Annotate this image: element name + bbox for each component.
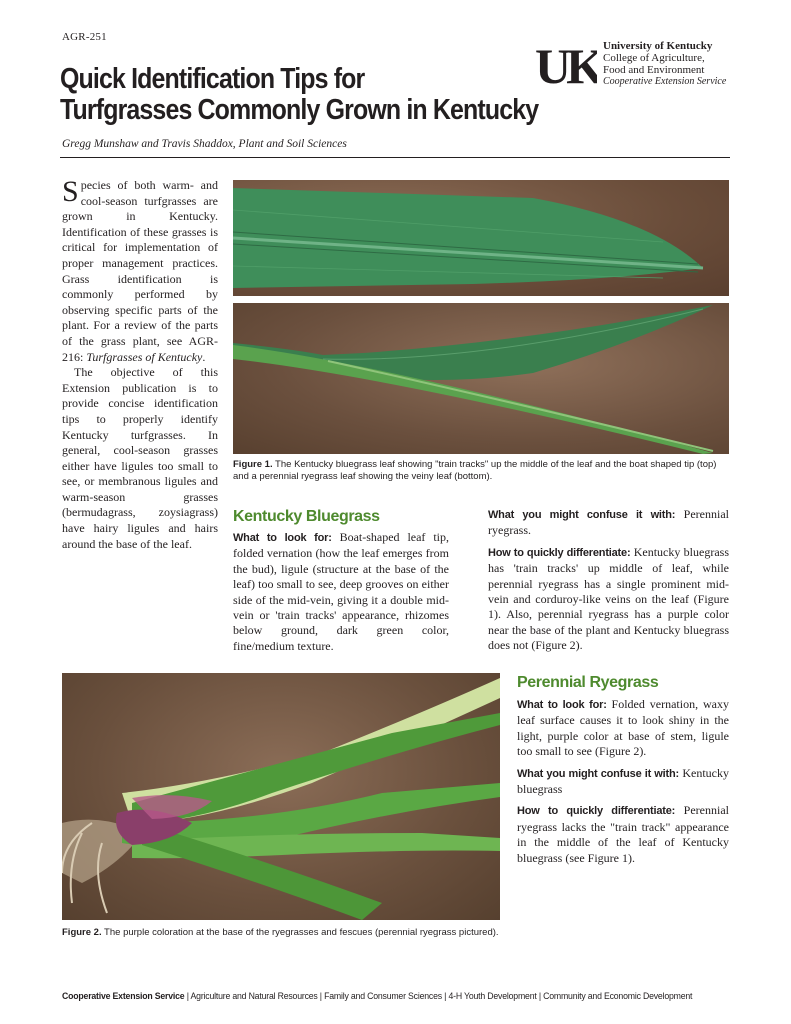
figure-1-text: The Kentucky bluegrass leaf showing "train tracks" up the middle of the leaf and the boat shaped tip (top) and a perennial ryegrass leaf showing the veiny leaf (bottom). — [233, 459, 717, 482]
intro-paragraph-2: The objective of this Extension publication is to provide concise identification tips to properly identify Kentucky turfgrasses. In general, cool-season grasses either have ligules too small to see, or membranous ligules and warm-season grasses (bermudagrass, zoysiagrass) have hairy ligules and hairs around the base of the leaf. — [62, 365, 218, 551]
university-name: University of Kentucky — [603, 40, 713, 52]
figure-2-text: The purple coloration at the base of the ryegrasses and fescues (perennial ryegrass pictured). — [101, 927, 499, 938]
figure-2-label: Figure 2. — [62, 927, 102, 938]
confuse-label: What you might confuse it with: — [488, 509, 676, 521]
extension-service: Cooperative Extension Service — [603, 76, 727, 87]
differentiate-text: Kentucky bluegrass has 'train tracks' up middle of leaf, while perennial ryegrass has a single prominent mid-vein and corduroy-like veins on the leaf (Figure 1). Also, perennial ryegrass has a purple color near the base of the plant and Kentucky bluegrass does not (Figure 2). — [488, 544, 729, 653]
differentiate-label: How to quickly differentiate: — [517, 805, 676, 818]
figure-1-bluegrass-photo — [233, 180, 729, 296]
look-for-text: Boat-shaped leaf tip, folded vernation (how the leaf emerges from the bud), ligule (structure at the base of the leaf) too small to see, deep grooves on either side of the mid-vein, giving it a double mid-vein or 'train tracks' appearance, rhizomes below ground, dark green color, fine/medium texture. — [233, 530, 449, 653]
svg-text:UK: UK — [535, 41, 597, 89]
title-line-2: Turfgrasses Commonly Grown in Kentucky — [60, 94, 539, 126]
look-for-label: What to look for: — [233, 532, 332, 544]
intro-column — [62, 175, 218, 552]
confuse-text: Perennial ryegrass. — [488, 507, 729, 538]
college-line-1: College of Agriculture, — [603, 52, 705, 64]
section-heading-perennial-ryegrass: Perennial Ryegrass — [517, 674, 659, 691]
confuse-text: Kentucky bluegrass — [517, 765, 729, 797]
uk-logo — [535, 41, 597, 89]
authors: Gregg Munshaw and Travis Shaddox, Plant and Soil Sciences — [62, 138, 347, 150]
figure-1-ryegrass-photo — [233, 303, 729, 454]
kentucky-bluegrass-look-for — [233, 530, 449, 660]
title-line-1: Quick Identification Tips for — [60, 63, 365, 95]
drop-cap: S — [62, 175, 79, 208]
header-rule — [60, 157, 730, 158]
perennial-ryegrass-body — [517, 697, 729, 872]
differentiate-label: How to quickly differentiate: — [488, 546, 631, 559]
intro-paragraph-1 — [62, 175, 218, 365]
publication-number: AGR-251 — [62, 31, 107, 43]
figure-2-ryegrass-base-photo — [62, 673, 500, 920]
figure-1-caption — [233, 459, 729, 483]
look-for-text: Folded vernation, waxy leaf surface causes it to look shiny in the light, purple color at base of stem, ligule too small to see (Figure 2). — [517, 697, 729, 759]
figure-1-label: Figure 1. — [233, 459, 273, 470]
figure-2-caption — [62, 927, 500, 939]
page-title — [60, 64, 542, 126]
intro-p1-text: pecies of both warm- and cool-season turfgrasses are grown in Kentucky. Identification of these grasses is critical for implementation of proper management practices. Grass identification is commonly performed by observing specific parts of the plant. For a review of the parts of the grass plant, see AGR-216: — [62, 178, 218, 364]
page-footer — [62, 991, 712, 1001]
differentiate-text: Perennial ryegrass lacks the "train track" appearance in the middle of the leaf of Kentucky bluegrass (see Figure 1). — [517, 803, 729, 865]
org-block — [603, 40, 726, 88]
intro-p1-end: . — [202, 349, 206, 364]
confuse-label: What you might confuse it with: — [517, 767, 679, 780]
intro-reference: Turfgrasses of Kentucky — [86, 349, 203, 364]
section-heading-kentucky-bluegrass: Kentucky Bluegrass — [233, 508, 380, 525]
kentucky-bluegrass-compare — [488, 507, 729, 660]
footer-programs: | Agriculture and Natural Resources | Family and Consumer Sciences | 4-H Youth Development | Community and Economic Development — [184, 991, 693, 1001]
footer-org: Cooperative Extension Service — [62, 991, 185, 1001]
look-for-label: What to look for: — [517, 699, 607, 711]
college-line-2: Food and Environment — [603, 64, 705, 76]
